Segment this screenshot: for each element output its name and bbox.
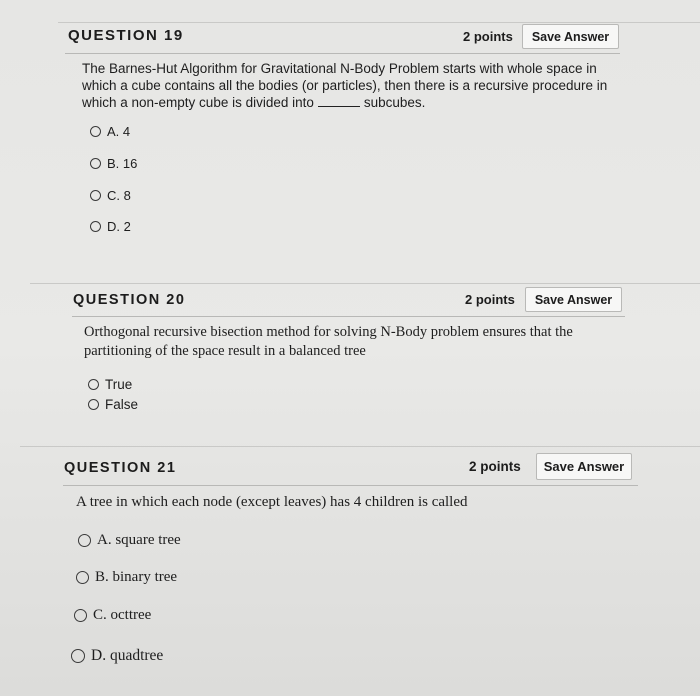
question-20-text-line: Orthogonal recursive bisection method for solving N-Body problem ensures that the <box>84 324 573 340</box>
radio-button[interactable] <box>71 649 85 663</box>
option-label: A. 4 <box>107 124 131 139</box>
question-19-text-line: The Barnes-Hut Algorithm for Gravitational N-Body Problem starts with whole space in <box>82 61 597 76</box>
question-21-points: 2 points <box>469 459 521 474</box>
divider <box>63 485 638 486</box>
radio-button[interactable] <box>90 190 101 201</box>
question-21-text <box>76 493 468 512</box>
question-19-text-line: which a cube contains all the bodies (or particles), then there is a recursive procedure in <box>82 78 608 93</box>
radio-button[interactable] <box>78 534 91 547</box>
divider <box>72 316 625 317</box>
question-21-header: QUESTION 21 <box>64 460 177 476</box>
question-19-option-d[interactable] <box>90 219 131 234</box>
answer-blank <box>318 94 360 107</box>
question-20-header: QUESTION 20 <box>73 292 186 308</box>
option-label: False <box>105 397 139 412</box>
question-21-option-d[interactable] <box>71 647 163 665</box>
divider <box>65 53 620 54</box>
question-19-option-c[interactable] <box>90 188 131 203</box>
option-label: B. 16 <box>107 156 138 171</box>
question-19-text-line: which a non-empty cube is divided into subcubes. <box>82 95 426 110</box>
option-label: B. binary tree <box>95 569 178 585</box>
question-19-save-answer-button[interactable]: Save Answer <box>522 24 619 49</box>
option-label: C. 8 <box>107 188 131 203</box>
question-20-points: 2 points <box>465 292 515 307</box>
radio-button[interactable] <box>88 379 99 390</box>
radio-button[interactable] <box>74 609 87 622</box>
question-19-points: 2 points <box>463 29 513 44</box>
question-20-text <box>84 323 573 361</box>
question-21-save-answer-button[interactable]: Save Answer <box>536 453 632 480</box>
question-20-save-answer-button[interactable]: Save Answer <box>525 287 622 312</box>
option-label: A. square tree <box>97 532 181 548</box>
question-19-option-a[interactable] <box>90 124 130 139</box>
question-20-option-false[interactable] <box>88 397 138 412</box>
radio-button[interactable] <box>88 399 99 410</box>
divider <box>20 446 700 447</box>
radio-button[interactable] <box>90 158 101 169</box>
question-20-option-true[interactable] <box>88 377 132 392</box>
question-21-option-b[interactable] <box>76 569 177 586</box>
radio-button[interactable] <box>90 126 101 137</box>
radio-button[interactable] <box>90 221 101 232</box>
option-label: True <box>105 377 133 392</box>
question-21-text-line: A tree in which each node (except leaves) has 4 children is called <box>76 494 468 510</box>
question-19-header: QUESTION 19 <box>68 27 184 44</box>
question-21-option-c[interactable] <box>74 607 151 624</box>
option-label: C. octtree <box>93 607 152 623</box>
divider <box>58 22 700 23</box>
question-19-text <box>82 60 607 111</box>
question-21-option-a[interactable] <box>78 532 181 549</box>
option-label: D. 2 <box>107 219 131 234</box>
question-20-text-line: partitioning of the space result in a balanced tree <box>84 343 366 359</box>
radio-button[interactable] <box>76 571 89 584</box>
option-label: D. quadtree <box>91 647 164 664</box>
question-19-option-b[interactable] <box>90 156 137 171</box>
divider <box>30 283 700 284</box>
